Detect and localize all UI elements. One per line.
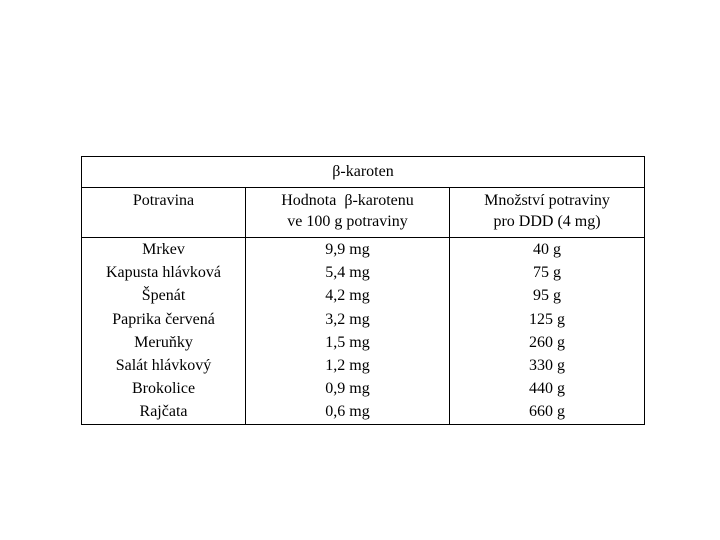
food-column xyxy=(82,238,246,425)
amount-cell: 440 g xyxy=(529,380,565,398)
amount-cell: 660 g xyxy=(529,403,565,421)
header-amount xyxy=(450,188,645,238)
amount-column xyxy=(450,238,645,425)
header-value-line-2: ve 100 g potraviny xyxy=(287,213,408,230)
table-title: β-karoten xyxy=(82,157,645,188)
title-row xyxy=(82,157,645,188)
food-cell: Špenát xyxy=(141,287,186,305)
food-cell: Paprika červená xyxy=(112,310,215,328)
body-row xyxy=(82,238,645,425)
amount-cell: 95 g xyxy=(533,287,561,305)
amount-cell: 260 g xyxy=(529,333,565,351)
food-cell: Rajčata xyxy=(139,403,188,421)
amount-cell: 125 g xyxy=(529,310,565,328)
amount-cell: 330 g xyxy=(529,357,565,375)
value-cell: 1,5 mg xyxy=(325,333,370,351)
food-cell: Mrkev xyxy=(142,241,185,258)
value-cell: 3,2 mg xyxy=(325,310,370,328)
header-value xyxy=(246,188,450,238)
amount-cell: 40 g xyxy=(533,241,561,258)
header-row xyxy=(82,188,645,238)
value-cell: 0,6 mg xyxy=(325,403,370,421)
value-column xyxy=(246,238,450,425)
beta-carotene-table xyxy=(81,156,645,425)
value-cell: 5,4 mg xyxy=(325,264,370,282)
food-cell: Meruňky xyxy=(134,333,193,351)
header-value-line-1: Hodnota β-karotenu xyxy=(281,192,414,209)
amount-cell: 75 g xyxy=(533,264,561,282)
value-cell: 4,2 mg xyxy=(325,287,370,305)
value-cell: 0,9 mg xyxy=(325,380,370,398)
food-cell: Salát hlávkový xyxy=(115,357,212,375)
value-cell: 1,2 mg xyxy=(325,357,370,375)
header-amount-line-1: Množství potraviny xyxy=(484,192,610,209)
food-cell: Brokolice xyxy=(131,380,196,398)
food-cell: Kapusta hlávková xyxy=(105,264,222,282)
header-amount-line-2: pro DDD (4 mg) xyxy=(493,213,601,230)
value-cell: 9,9 mg xyxy=(325,241,370,258)
header-food xyxy=(82,188,246,238)
header-food-line: Potravina xyxy=(132,192,195,209)
